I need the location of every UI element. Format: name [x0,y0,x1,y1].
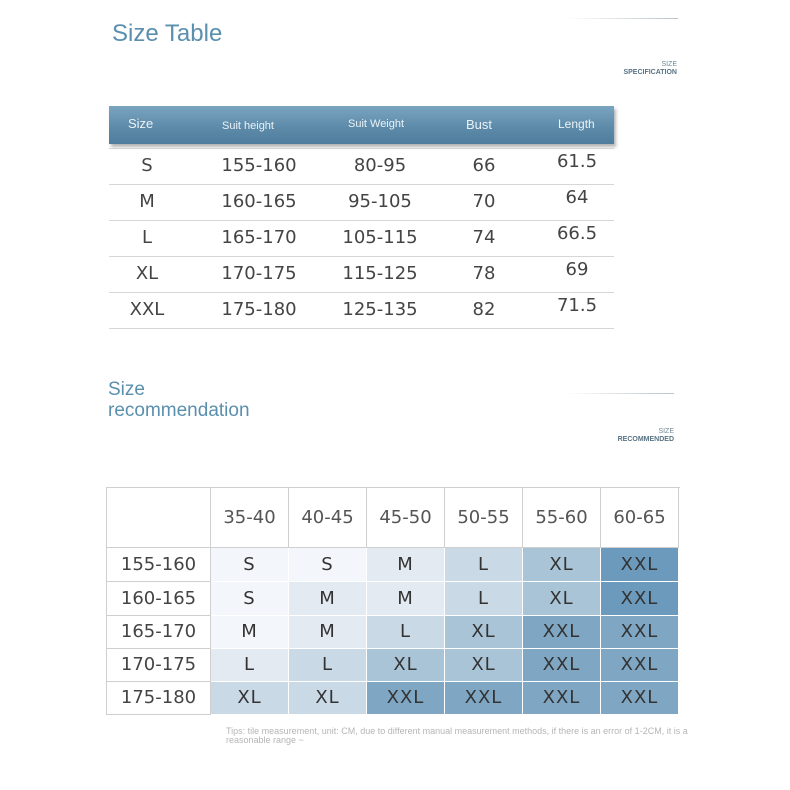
height-header: 165-170 [107,616,211,649]
decorative-line [566,393,674,394]
recommendation-cell: XXL [601,548,679,582]
recommendation-cell: XL [445,649,523,682]
recommendation-cell: M [367,582,445,616]
table-cell: 82 [472,299,496,320]
recommendation-cell: XL [523,548,601,582]
table-cell: 155-160 [221,155,297,176]
subtitle-line-2: SPECIFICATION [623,69,677,76]
recommendation-cell: XL [445,616,523,649]
table-cell: 74 [472,227,496,248]
size-table-body [109,148,614,329]
table-cell: 115-125 [342,263,418,284]
recommendation-cell: M [289,616,367,649]
table-cell: S [141,155,153,176]
recommendation-cell: XXL [601,616,679,649]
recommendation-cell: XXL [523,682,601,715]
table-row [109,293,614,329]
subtitle-line-1: SIZE [658,428,674,435]
table-cell: 69 [565,259,589,280]
table-cell: 175-180 [221,299,297,320]
weight-header: 60-65 [601,488,679,548]
recommendation-cell: S [289,548,367,582]
weight-header: 50-55 [445,488,523,548]
recommendation-cell: XXL [601,682,679,715]
recommendation-cell: XXL [523,616,601,649]
subtitle-line-1: SIZE [661,61,677,68]
table-row [109,185,614,221]
weight-header: 45-50 [367,488,445,548]
table-cell: 71.5 [556,295,598,316]
tips-text: Tips: tile measurement, unit: CM, due to different manual measurement methods, if there is an error of 1-2CM, it is a reasonable range ~ [226,726,688,745]
header-length: Length [558,117,595,131]
size-specification-label [596,61,677,77]
table-cell: 66.5 [556,223,598,244]
recommendation-cell: M [289,582,367,616]
recommendation-cell: XXL [367,682,445,715]
size-recommended-label [594,428,674,444]
weight-header: 55-60 [523,488,601,548]
recommendation-cell: S [211,582,289,616]
recommendation-grid [106,487,680,715]
recommendation-cell: XL [367,649,445,682]
header-suit-height: Suit height [222,120,274,132]
table-cell: XL [135,263,159,284]
table-cell: 78 [472,263,496,284]
recommendation-title [108,379,250,421]
recommendation-cell: XXL [445,682,523,715]
recommendation-cell: M [211,616,289,649]
recommendation-cell: XXL [523,649,601,682]
subtitle-line-2: RECOMMENDED [617,436,674,443]
grid-corner [107,488,211,548]
header-size: Size [128,116,154,131]
recommendation-cell: XL [211,682,289,715]
size-table-title: Size Table [112,20,223,47]
table-row [109,148,614,185]
weight-header: 40-45 [289,488,367,548]
table-cell: XXL [129,299,165,320]
table-row [109,221,614,257]
recommendation-cell: L [367,616,445,649]
header-suit-weight: Suit Weight [348,118,405,130]
recommendation-cell: XXL [601,649,679,682]
table-cell: 160-165 [221,191,297,212]
decorative-line [566,18,678,19]
height-header: 175-180 [107,682,211,715]
header-bust: Bust [466,117,493,132]
recommendation-cell: L [445,582,523,616]
height-header: 155-160 [107,548,211,582]
recommendation-cell: S [211,548,289,582]
recommendation-cell: XXL [601,582,679,616]
table-cell: 64 [565,187,589,208]
recommendation-cell: XL [289,682,367,715]
size-table-header [109,106,614,144]
table-cell: M [139,191,155,212]
weight-header: 35-40 [211,488,289,548]
recommendation-cell: M [367,548,445,582]
recommendation-cell: L [211,649,289,682]
recommendation-cell: XL [523,582,601,616]
table-cell: 105-115 [342,227,418,248]
height-header: 170-175 [107,649,211,682]
table-cell: 80-95 [353,155,407,176]
table-cell: 61.5 [556,151,598,172]
table-cell: 170-175 [221,263,297,284]
table-cell: 125-135 [342,299,418,320]
table-cell: 70 [472,191,496,212]
recommendation-cell: L [445,548,523,582]
recommendation-cell: L [289,649,367,682]
table-cell: L [141,227,153,248]
table-cell: 95-105 [348,191,412,212]
recommendation-title-line-2: recommendation [108,400,250,421]
table-row [109,257,614,293]
height-header: 160-165 [107,582,211,616]
table-cell: 165-170 [221,227,297,248]
recommendation-title-line-1: Size [108,379,145,400]
table-cell: 66 [472,155,496,176]
